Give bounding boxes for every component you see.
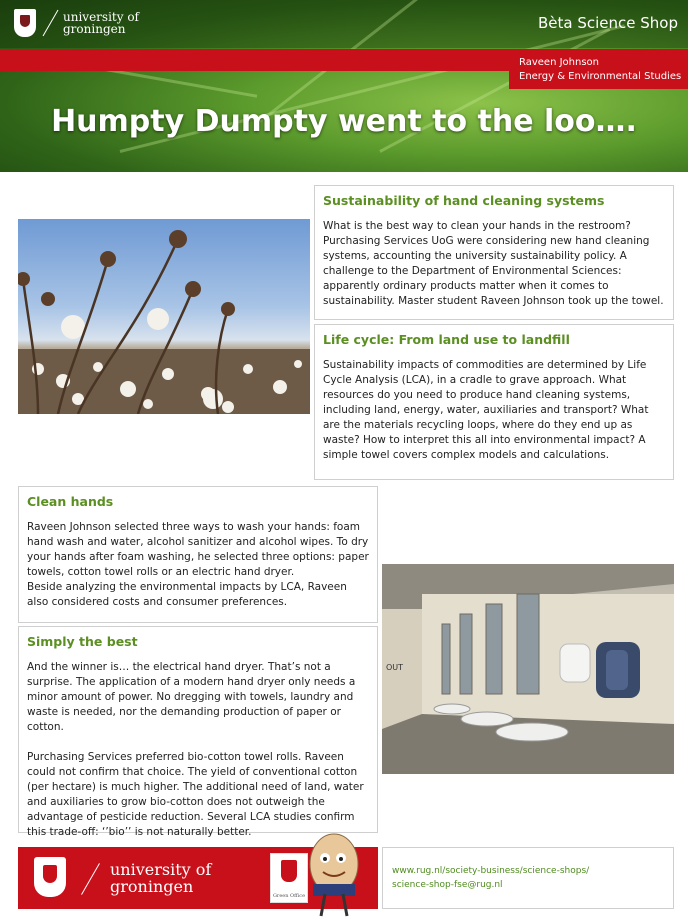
university-logo[interactable] xyxy=(14,8,139,38)
science-shop-email[interactable]: science-shop-fse@rug.nl xyxy=(392,880,503,890)
simply-best-section xyxy=(18,626,378,838)
logo-divider xyxy=(81,863,100,895)
lifecycle-body: Sustainability impacts of commodities are determined by Life Cycle Analysis (LCA), in a cradle to grave approach. What resources do you need to produce hand cleaning systems, including land, energy, water, auxiliaries and transport? What are the materials recycling loops, where do they end up as waste? How to interpret this all into environmental impact? A simple towel covers complex models and calculations. xyxy=(323,359,649,461)
author-department: Energy & Environmental Studies xyxy=(519,71,682,82)
crest-icon xyxy=(34,857,66,897)
university-line2: groningen xyxy=(63,22,126,36)
sustainability-section xyxy=(314,185,674,320)
sustainability-body: What is the best way to clean your hands in the restroom? Purchasing Services UoG were considering new hand cleaning systems, accounting the university sustainability policy. A challenge to the Department of Environmental Sciences: apparently ordinary products matter when it comes to sustainability. Master student Raveen Johnson took up the towel. xyxy=(323,220,664,307)
university-line1: university of xyxy=(63,10,139,24)
sustainability-heading: Sustainability of hand cleaning systems xyxy=(323,193,605,208)
humpty-dumpty-mascot-icon xyxy=(303,832,365,918)
clean-hands-p2: Beside analyzing the environmental impacts by LCA, Raveen also considered costs and consumer preferences. xyxy=(27,581,347,608)
footer-university-line2: groningen xyxy=(110,877,194,896)
lifecycle-heading: Life cycle: From land use to landfill xyxy=(323,332,570,347)
clean-hands-p1: Raveen Johnson selected three ways to wash your hands: foam hand wash and water, alcohol sanitizer and alcohol wipes. To dry your hands after foam washing, he selected three options: paper towels, cotton towel rolls or an electric hand dryer. xyxy=(27,521,369,578)
university-wordmark xyxy=(63,11,139,35)
cotton-illustration xyxy=(18,219,310,414)
simply-best-p2: Purchasing Services preferred bio-cotton towel rolls. Raveen could not confirm that choice. The yield of conventional cotton (per hectare) is much higher. The additional need of land, water and auxiliaries to grow bio-cotton does not outweigh the advantage of pesticide reduction. Several LCA studies confirm this trade-off: ‘’bio’’ is not naturally better. xyxy=(27,751,364,838)
clean-hands-section xyxy=(18,486,378,623)
clean-hands-heading: Clean hands xyxy=(27,494,114,509)
science-shop-link[interactable]: www.rug.nl/society-business/science-shops/ xyxy=(392,866,590,876)
author-box xyxy=(509,49,688,89)
lifecycle-section xyxy=(314,324,674,480)
logo-divider xyxy=(43,10,59,36)
simply-best-heading: Simply the best xyxy=(27,634,138,649)
beta-science-shop: Bèta Science Shop xyxy=(537,14,678,32)
footer-university-line1: university of xyxy=(110,860,212,879)
author-name: Raveen Johnson xyxy=(519,57,600,68)
restroom-sign: OUT xyxy=(386,663,404,672)
green-office-label: Green Office xyxy=(272,893,306,899)
crest-icon xyxy=(14,9,36,37)
green-office-crest-icon xyxy=(281,860,297,882)
header-banner xyxy=(0,0,688,172)
restroom-photo xyxy=(382,564,674,774)
restroom-illustration xyxy=(382,564,674,774)
footer-university-wordmark[interactable] xyxy=(110,861,211,895)
simply-best-p1: And the winner is… the electrical hand dryer. That’s not a surprise. The application of a modern hand dryer only needs a minor amount of power. No dregging with towels, laundry and waste is needed, nor the demanding production of paper or cotton. xyxy=(27,661,356,733)
cotton-field-photo xyxy=(18,219,310,414)
poster-title: Humpty Dumpty went to the loo…. xyxy=(51,104,637,139)
contact-links xyxy=(382,847,674,909)
